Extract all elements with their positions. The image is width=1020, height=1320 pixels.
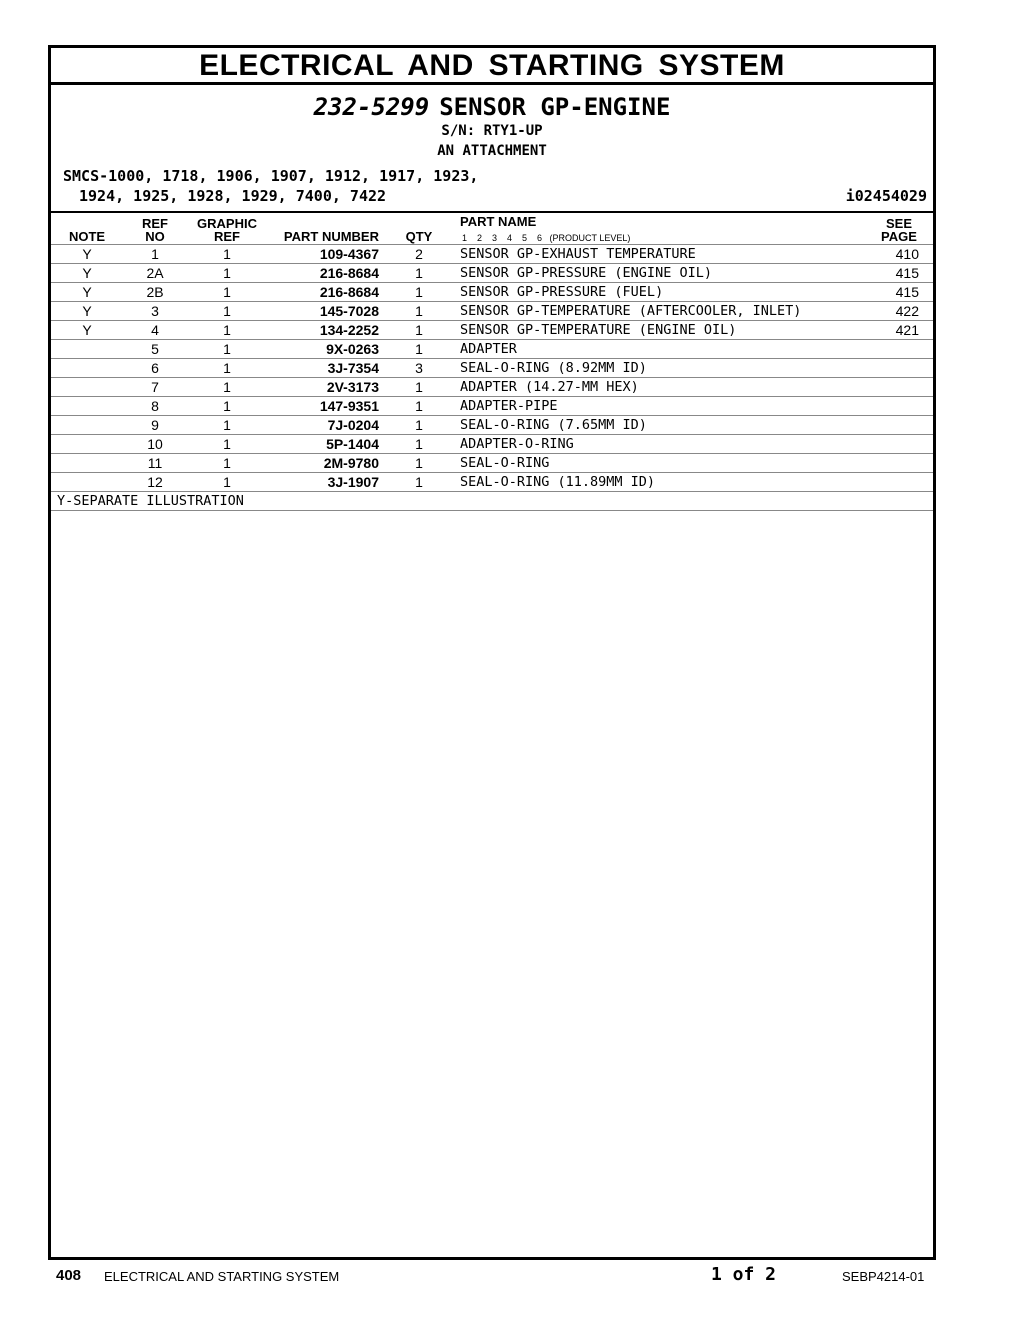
part-note: Y xyxy=(82,322,92,338)
part-number: 3J-7354 xyxy=(327,360,379,376)
part-qty: 1 xyxy=(415,474,423,490)
header-part-name: PART NAME xyxy=(460,214,537,229)
part-qty: 1 xyxy=(415,303,423,319)
table-row xyxy=(51,472,933,491)
part-note: Y xyxy=(82,284,92,300)
header-ref-bottom: NO xyxy=(145,229,165,244)
part-graphic-ref: 1 xyxy=(223,436,231,452)
page-number: 408 xyxy=(56,1267,82,1284)
part-number: 2M-9780 xyxy=(323,455,379,471)
header-part-number: PART NUMBER xyxy=(283,229,379,244)
part-graphic-ref: 1 xyxy=(223,341,231,357)
part-graphic-ref: 1 xyxy=(223,417,231,433)
part-qty: 2 xyxy=(415,246,423,262)
part-number: 134-2252 xyxy=(319,322,379,338)
header-product-level: 1 2 3 4 5 6 (PRODUCT LEVEL) xyxy=(462,233,631,243)
header-graphic-bottom: REF xyxy=(214,229,240,244)
table-row xyxy=(51,453,933,472)
part-ref-no: 5 xyxy=(151,341,159,357)
part-qty: 1 xyxy=(415,398,423,414)
page-frame xyxy=(48,45,936,1260)
group-type: AN ATTACHMENT xyxy=(437,143,547,159)
table-row xyxy=(51,320,933,339)
part-number: 216-8684 xyxy=(319,284,379,300)
parts-table-header xyxy=(51,211,933,244)
part-ref-no: 6 xyxy=(151,360,159,376)
header-see-bottom: PAGE xyxy=(881,229,917,244)
part-ref-no: 12 xyxy=(147,474,163,490)
part-qty: 1 xyxy=(415,436,423,452)
table-row xyxy=(51,434,933,453)
part-graphic-ref: 1 xyxy=(223,265,231,281)
part-ref-no: 1 xyxy=(151,246,159,262)
part-name: SEAL-O-RING (8.92MM ID) xyxy=(460,360,647,376)
part-name: SENSOR GP-EXHAUST TEMPERATURE xyxy=(460,246,696,262)
illustration-id: i02454029 xyxy=(845,187,927,205)
part-graphic-ref: 1 xyxy=(223,246,231,262)
part-number: 9X-0263 xyxy=(326,341,379,357)
part-name: SEAL-O-RING xyxy=(460,455,550,471)
group-name: SENSOR GP-ENGINE xyxy=(439,93,671,121)
table-row xyxy=(51,377,933,396)
part-number: 145-7028 xyxy=(319,303,379,319)
part-ref-no: 3 xyxy=(151,303,159,319)
table-row xyxy=(51,415,933,434)
part-name: SENSOR GP-PRESSURE (ENGINE OIL) xyxy=(460,265,712,281)
part-number: 3J-1907 xyxy=(327,474,379,490)
part-number: 109-4367 xyxy=(319,246,379,262)
part-number: 216-8684 xyxy=(319,265,379,281)
part-graphic-ref: 1 xyxy=(223,398,231,414)
part-name: SENSOR GP-TEMPERATURE (AFTERCOOLER, INLET) xyxy=(460,303,802,319)
part-number: 2V-3173 xyxy=(326,379,379,395)
part-see-page: 410 xyxy=(895,246,919,262)
part-qty: 3 xyxy=(415,360,423,376)
part-qty: 1 xyxy=(415,341,423,357)
part-ref-no: 8 xyxy=(151,398,159,414)
part-ref-no: 9 xyxy=(151,417,159,433)
part-qty: 1 xyxy=(415,284,423,300)
part-qty: 1 xyxy=(415,265,423,281)
part-see-page: 415 xyxy=(895,284,919,300)
document-number: SEBP4214-01 xyxy=(842,1269,925,1284)
header-qty: QTY xyxy=(405,229,433,244)
part-qty: 1 xyxy=(415,322,423,338)
footer-section: ELECTRICAL AND STARTING SYSTEM xyxy=(104,1269,340,1284)
part-note: Y xyxy=(82,303,92,319)
page-of: 1 of 2 xyxy=(711,1264,777,1285)
part-graphic-ref: 1 xyxy=(223,322,231,338)
part-qty: 1 xyxy=(415,455,423,471)
table-row xyxy=(51,244,933,263)
table-row xyxy=(51,301,933,320)
part-ref-no: 2B xyxy=(146,284,164,300)
table-row xyxy=(51,263,933,282)
smcs-line-2: 1924, 1925, 1928, 1929, 7400, 7422 xyxy=(79,187,387,205)
part-graphic-ref: 1 xyxy=(223,284,231,300)
part-ref-no: 7 xyxy=(151,379,159,395)
part-name: SENSOR GP-TEMPERATURE (ENGINE OIL) xyxy=(460,322,737,338)
part-name: ADAPTER xyxy=(460,341,517,357)
table-row xyxy=(51,282,933,301)
part-see-page: 415 xyxy=(895,265,919,281)
part-name: SEAL-O-RING (7.65MM ID) xyxy=(460,417,647,433)
part-qty: 1 xyxy=(415,379,423,395)
serial-number: S/N: RTY1-UP xyxy=(441,123,543,139)
part-number: 7J-0204 xyxy=(327,417,379,433)
group-number: 232-5299 xyxy=(313,93,430,121)
header-ref-top: REF xyxy=(142,216,168,231)
table-row xyxy=(51,358,933,377)
part-ref-no: 10 xyxy=(147,436,163,452)
group-heading xyxy=(51,93,933,121)
parts-table-body xyxy=(51,244,933,491)
part-see-page: 422 xyxy=(895,303,919,319)
smcs-block xyxy=(51,166,933,206)
section-title: ELECTRICAL AND STARTING SYSTEM xyxy=(51,48,933,85)
part-name: ADAPTER (14.27-MM HEX) xyxy=(460,379,639,395)
part-note: Y xyxy=(82,246,92,262)
footnote-row xyxy=(51,491,933,511)
part-graphic-ref: 1 xyxy=(223,455,231,471)
smcs-line-1: SMCS-1000, 1718, 1906, 1907, 1912, 1917, 1923, xyxy=(63,167,479,185)
header-graphic-top: GRAPHIC xyxy=(197,216,257,231)
part-ref-no: 2A xyxy=(146,265,164,281)
part-ref-no: 4 xyxy=(151,322,159,338)
part-number: 5P-1404 xyxy=(326,436,379,452)
part-ref-no: 11 xyxy=(147,455,163,471)
part-name: ADAPTER-PIPE xyxy=(460,398,558,414)
part-note: Y xyxy=(82,265,92,281)
header-note: NOTE xyxy=(68,229,106,244)
part-graphic-ref: 1 xyxy=(223,303,231,319)
part-graphic-ref: 1 xyxy=(223,360,231,376)
part-name: SEAL-O-RING (11.89MM ID) xyxy=(460,474,656,490)
table-row xyxy=(51,396,933,415)
page-footer xyxy=(0,1266,1020,1286)
header-see-top: SEE xyxy=(885,216,912,231)
part-name: ADAPTER-O-RING xyxy=(460,436,574,452)
part-graphic-ref: 1 xyxy=(223,379,231,395)
part-name: SENSOR GP-PRESSURE (FUEL) xyxy=(460,284,664,300)
footnote: Y-SEPARATE ILLUSTRATION xyxy=(57,493,244,509)
table-row xyxy=(51,339,933,358)
part-graphic-ref: 1 xyxy=(223,474,231,490)
part-see-page: 421 xyxy=(895,322,919,338)
part-qty: 1 xyxy=(415,417,423,433)
part-number: 147-9351 xyxy=(319,398,379,414)
